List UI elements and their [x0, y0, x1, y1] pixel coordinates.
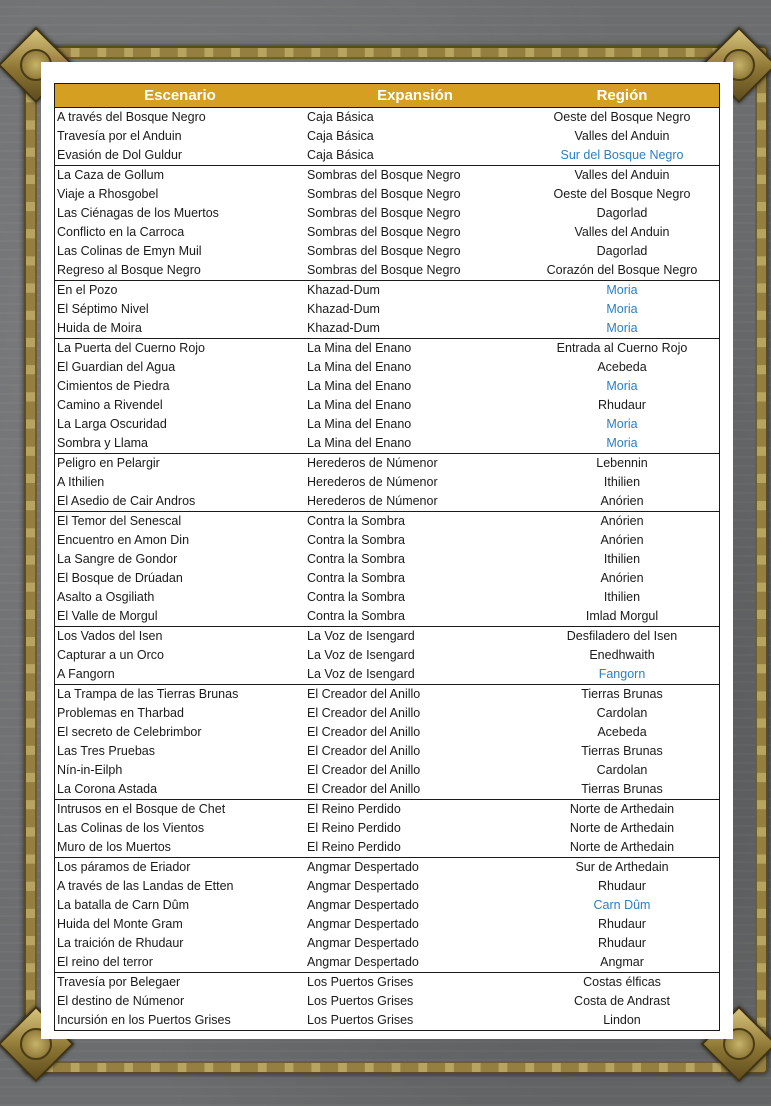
- table-row: [55, 261, 719, 280]
- table-row: [55, 434, 719, 453]
- expansion-cell: Caja Básica: [307, 148, 374, 162]
- region-cell: Anórien: [600, 571, 644, 585]
- expansion-cell: Khazad-Dum: [307, 321, 380, 335]
- scenario-cell: Capturar a un Orco: [57, 648, 164, 662]
- scenario-cell: El Temor del Senescal: [57, 514, 182, 528]
- expansion-cell: Contra la Sombra: [307, 590, 405, 604]
- table-row: [55, 1011, 719, 1030]
- region-cell: Anórien: [600, 514, 644, 528]
- table-row: [55, 358, 719, 377]
- scenario-cell: El Bosque de Drúadan: [57, 571, 183, 585]
- region-cell: Valles del Anduin: [574, 129, 670, 143]
- expansion-group: [55, 685, 719, 800]
- expansion-cell: Herederos de Númenor: [307, 456, 438, 470]
- scenario-cell: Sombra y Llama: [57, 436, 149, 450]
- table-row: [55, 531, 719, 550]
- scenario-cell: Huida de Moira: [57, 321, 142, 335]
- expansion-cell: Sombras del Bosque Negro: [307, 206, 461, 220]
- region-cell: Rhudaur: [598, 879, 646, 893]
- expansion-cell: La Mina del Enano: [307, 341, 412, 355]
- region-cell: Acebeda: [597, 725, 647, 739]
- region-cell: Desfiladero del Isen: [566, 629, 678, 643]
- table-row: [55, 223, 719, 242]
- table-row: [55, 896, 719, 915]
- region-cell: Anórien: [600, 494, 644, 508]
- scenario-cell: Encuentro en Amon Din: [57, 533, 190, 547]
- region-link[interactable]: Moria: [606, 321, 638, 335]
- expansion-cell: Los Puertos Grises: [307, 975, 414, 989]
- table-header: [55, 84, 719, 108]
- expansion-cell: La Mina del Enano: [307, 379, 412, 393]
- scenario-cell: Los Vados del Isen: [57, 629, 163, 643]
- expansion-cell: Sombras del Bosque Negro: [307, 187, 461, 201]
- scenario-cell: Viaje a Rhosgobel: [57, 187, 159, 201]
- expansion-cell: La Voz de Isengard: [307, 629, 415, 643]
- scenario-cell: A Ithilien: [57, 475, 105, 489]
- table-row: [55, 512, 719, 531]
- expansion-cell: La Mina del Enano: [307, 436, 412, 450]
- scenario-cell: Camino a Rivendel: [57, 398, 163, 412]
- header-region: Región: [596, 87, 648, 104]
- scenario-cell: La Puerta del Cuerno Rojo: [57, 341, 206, 355]
- table-row: [55, 915, 719, 934]
- scenario-cell: La Sangre de Gondor: [57, 552, 178, 566]
- expansion-cell: Contra la Sombra: [307, 609, 405, 623]
- region-cell: Rhudaur: [598, 398, 646, 412]
- table-row: [55, 204, 719, 223]
- scenario-cell: El Asedio de Cair Andros: [57, 494, 196, 508]
- expansion-cell: Contra la Sombra: [307, 533, 405, 547]
- region-cell: Norte de Arthedain: [569, 840, 675, 854]
- scenario-cell: Incursión en los Puertos Grises: [57, 1013, 231, 1027]
- region-cell: Enedhwaith: [589, 648, 655, 662]
- table-row: [55, 877, 719, 896]
- scenario-cell: La Corona Astada: [57, 782, 158, 796]
- expansion-cell: Contra la Sombra: [307, 514, 405, 528]
- table-row: [55, 569, 719, 588]
- expansion-group: [55, 973, 719, 1030]
- table-row: [55, 704, 719, 723]
- table-row: [55, 146, 719, 165]
- scenario-cell: El Valle de Morgul: [57, 609, 158, 623]
- expansion-cell: El Creador del Anillo: [307, 725, 421, 739]
- scenario-cell: El Guardian del Agua: [57, 360, 176, 374]
- scenario-cell: Asalto a Osgiliath: [57, 590, 155, 604]
- expansion-group: [55, 281, 719, 339]
- expansion-cell: Angmar Despertado: [307, 917, 419, 931]
- expansion-group: [55, 339, 719, 454]
- expansion-cell: Angmar Despertado: [307, 879, 419, 893]
- region-cell: Lebennin: [596, 456, 648, 470]
- expansion-cell: La Voz de Isengard: [307, 667, 415, 681]
- table-row: [55, 550, 719, 569]
- table-row: [55, 300, 719, 319]
- scenario-cell: Peligro en Pelargir: [57, 456, 160, 470]
- scenario-cell: Nín-in-Eilph: [57, 763, 123, 777]
- scenario-cell: El Séptimo Nivel: [57, 302, 149, 316]
- region-cell: Tierras Brunas: [581, 782, 663, 796]
- scenario-cell: El reino del terror: [57, 955, 153, 969]
- expansion-cell: El Creador del Anillo: [307, 763, 421, 777]
- region-cell: Imlad Morgul: [585, 609, 659, 623]
- region-cell: Entrada al Cuerno Rojo: [556, 341, 688, 355]
- scenario-cell: Muro de los Muertos: [57, 840, 171, 854]
- expansion-cell: Sombras del Bosque Negro: [307, 244, 461, 258]
- region-cell: Acebeda: [597, 360, 647, 374]
- table-row: [55, 127, 719, 146]
- expansion-cell: Los Puertos Grises: [307, 1013, 414, 1027]
- table-row: [55, 819, 719, 838]
- table-row: [55, 858, 719, 877]
- expansion-cell: Los Puertos Grises: [307, 994, 414, 1008]
- expansion-cell: Herederos de Númenor: [307, 475, 438, 489]
- scenario-cell: Evasión de Dol Guldur: [57, 148, 183, 162]
- scenario-cell: Cimientos de Piedra: [57, 379, 170, 393]
- table-row: [55, 685, 719, 704]
- expansion-group: [55, 627, 719, 685]
- table-body: [55, 108, 719, 1030]
- table-row: [55, 973, 719, 992]
- expansion-cell: Khazad-Dum: [307, 283, 380, 297]
- scenario-cell: La Trampa de las Tierras Brunas: [57, 687, 239, 701]
- expansion-cell: Caja Básica: [307, 129, 374, 143]
- expansion-cell: Contra la Sombra: [307, 552, 405, 566]
- table-row: [55, 953, 719, 972]
- table-row: [55, 761, 719, 780]
- table-row: [55, 646, 719, 665]
- expansion-group: [55, 858, 719, 973]
- region-cell: Oeste del Bosque Negro: [553, 110, 691, 124]
- scenario-cell: Regreso al Bosque Negro: [57, 263, 201, 277]
- scenario-cell: El secreto de Celebrimbor: [57, 725, 202, 739]
- scenario-cell: Las Tres Pruebas: [57, 744, 155, 758]
- table-row: [55, 454, 719, 473]
- header-expansion: Expansión: [377, 87, 453, 104]
- table-row: [55, 723, 719, 742]
- expansion-cell: Khazad-Dum: [307, 302, 380, 316]
- scenario-cell: Conflicto en la Carroca: [57, 225, 185, 239]
- scenario-cell: La traición de Rhudaur: [57, 936, 184, 950]
- table-row: [55, 339, 719, 358]
- scenario-cell: La Larga Oscuridad: [57, 417, 167, 431]
- table-row: [55, 588, 719, 607]
- scenario-cell: En el Pozo: [57, 283, 118, 297]
- expansion-group: [55, 166, 719, 281]
- table-row: [55, 281, 719, 300]
- scenario-cell: Las Colinas de Emyn Muil: [57, 244, 202, 258]
- scenario-cell: Problemas en Tharbad: [57, 706, 184, 720]
- scenario-cell: A Fangorn: [57, 667, 115, 681]
- region-link[interactable]: Sur del Bosque Negro: [560, 148, 684, 162]
- region-cell: Dagorlad: [596, 244, 648, 258]
- region-cell: Costa de Andrast: [574, 994, 670, 1008]
- region-cell: Tierras Brunas: [581, 744, 663, 758]
- expansion-group: [55, 512, 719, 627]
- expansion-cell: El Creador del Anillo: [307, 706, 421, 720]
- expansion-group: [55, 800, 719, 858]
- table-row: [55, 108, 719, 127]
- expansion-group: [55, 454, 719, 512]
- table-row: [55, 838, 719, 857]
- region-link[interactable]: Moria: [606, 379, 638, 393]
- region-cell: Corazón del Bosque Negro: [546, 263, 698, 277]
- scenario-cell: Travesía por Belegaer: [57, 975, 181, 989]
- region-link[interactable]: Moria: [606, 302, 638, 316]
- region-link[interactable]: Moria: [606, 417, 638, 431]
- table-row: [55, 492, 719, 511]
- expansion-cell: Angmar Despertado: [307, 860, 419, 874]
- expansion-cell: La Mina del Enano: [307, 360, 412, 374]
- expansion-cell: El Creador del Anillo: [307, 687, 421, 701]
- region-cell: Rhudaur: [598, 936, 646, 950]
- region-cell: Cardolan: [596, 706, 648, 720]
- region-cell: Ithilien: [603, 590, 641, 604]
- scenario-cell: Intrusos en el Bosque de Chet: [57, 802, 226, 816]
- expansion-cell: Sombras del Bosque Negro: [307, 168, 461, 182]
- region-cell: Norte de Arthedain: [569, 821, 675, 835]
- scenario-cell: A través del Bosque Negro: [57, 110, 206, 124]
- table-row: [55, 415, 719, 434]
- table-row: [55, 319, 719, 338]
- region-cell: Angmar: [600, 955, 644, 969]
- region-cell: Lindon: [603, 1013, 641, 1027]
- expansion-cell: Angmar Despertado: [307, 936, 419, 950]
- expansion-cell: Herederos de Númenor: [307, 494, 438, 508]
- expansion-cell: Sombras del Bosque Negro: [307, 263, 461, 277]
- table-row: [55, 166, 719, 185]
- header-scenario: Escenario: [144, 87, 216, 104]
- expansion-cell: Angmar Despertado: [307, 898, 419, 912]
- scenario-cell: Las Colinas de los Vientos: [57, 821, 205, 835]
- region-cell: Oeste del Bosque Negro: [553, 187, 691, 201]
- table-row: [55, 185, 719, 204]
- region-cell: Valles del Anduin: [574, 168, 670, 182]
- scenario-cell: Las Ciénagas de los Muertos: [57, 206, 219, 220]
- scenario-cell: El destino de Númenor: [57, 994, 185, 1008]
- region-cell: Tierras Brunas: [581, 687, 663, 701]
- expansion-cell: Sombras del Bosque Negro: [307, 225, 461, 239]
- table-row: [55, 607, 719, 626]
- table-row: [55, 742, 719, 761]
- region-cell: Cardolan: [596, 763, 648, 777]
- region-cell: Norte de Arthedain: [569, 802, 675, 816]
- expansion-cell: Contra la Sombra: [307, 571, 405, 585]
- expansion-cell: El Creador del Anillo: [307, 782, 421, 796]
- expansion-cell: El Reino Perdido: [307, 821, 401, 835]
- expansion-group: [55, 108, 719, 166]
- region-link[interactable]: Moria: [606, 436, 638, 450]
- region-cell: Ithilien: [603, 552, 641, 566]
- table-row: [55, 780, 719, 799]
- expansion-cell: El Reino Perdido: [307, 802, 401, 816]
- scenario-cell: La batalla de Carn Dûm: [57, 898, 190, 912]
- table-row: [55, 992, 719, 1011]
- expansion-cell: Caja Básica: [307, 110, 374, 124]
- expansion-cell: La Mina del Enano: [307, 417, 412, 431]
- region-cell: Anórien: [600, 533, 644, 547]
- region-cell: Dagorlad: [596, 206, 648, 220]
- table-row: [55, 242, 719, 261]
- region-cell: Rhudaur: [598, 917, 646, 931]
- region-link[interactable]: Fangorn: [598, 667, 646, 681]
- region-cell: Valles del Anduin: [574, 225, 670, 239]
- table-row: [55, 934, 719, 953]
- scenario-cell: Los páramos de Eriador: [57, 860, 191, 874]
- expansion-cell: Angmar Despertado: [307, 955, 419, 969]
- expansion-cell: La Voz de Isengard: [307, 648, 415, 662]
- table-row: [55, 800, 719, 819]
- scenario-cell: Travesía por el Anduin: [57, 129, 182, 143]
- scenario-cell: Huida del Monte Gram: [57, 917, 183, 931]
- region-link[interactable]: Moria: [606, 283, 638, 297]
- scenario-table: [54, 83, 720, 1031]
- table-row: [55, 396, 719, 415]
- table-row: [55, 377, 719, 396]
- region-link[interactable]: Carn Dûm: [593, 898, 651, 912]
- table-row: [55, 665, 719, 684]
- region-cell: Ithilien: [603, 475, 641, 489]
- region-cell: Costas élficas: [583, 975, 661, 989]
- table-row: [55, 627, 719, 646]
- expansion-cell: La Mina del Enano: [307, 398, 412, 412]
- region-cell: Sur de Arthedain: [575, 860, 669, 874]
- expansion-cell: El Reino Perdido: [307, 840, 401, 854]
- expansion-cell: El Creador del Anillo: [307, 744, 421, 758]
- scenario-cell: La Caza de Gollum: [57, 168, 165, 182]
- scenario-cell: A través de las Landas de Etten: [57, 879, 234, 893]
- table-row: [55, 473, 719, 492]
